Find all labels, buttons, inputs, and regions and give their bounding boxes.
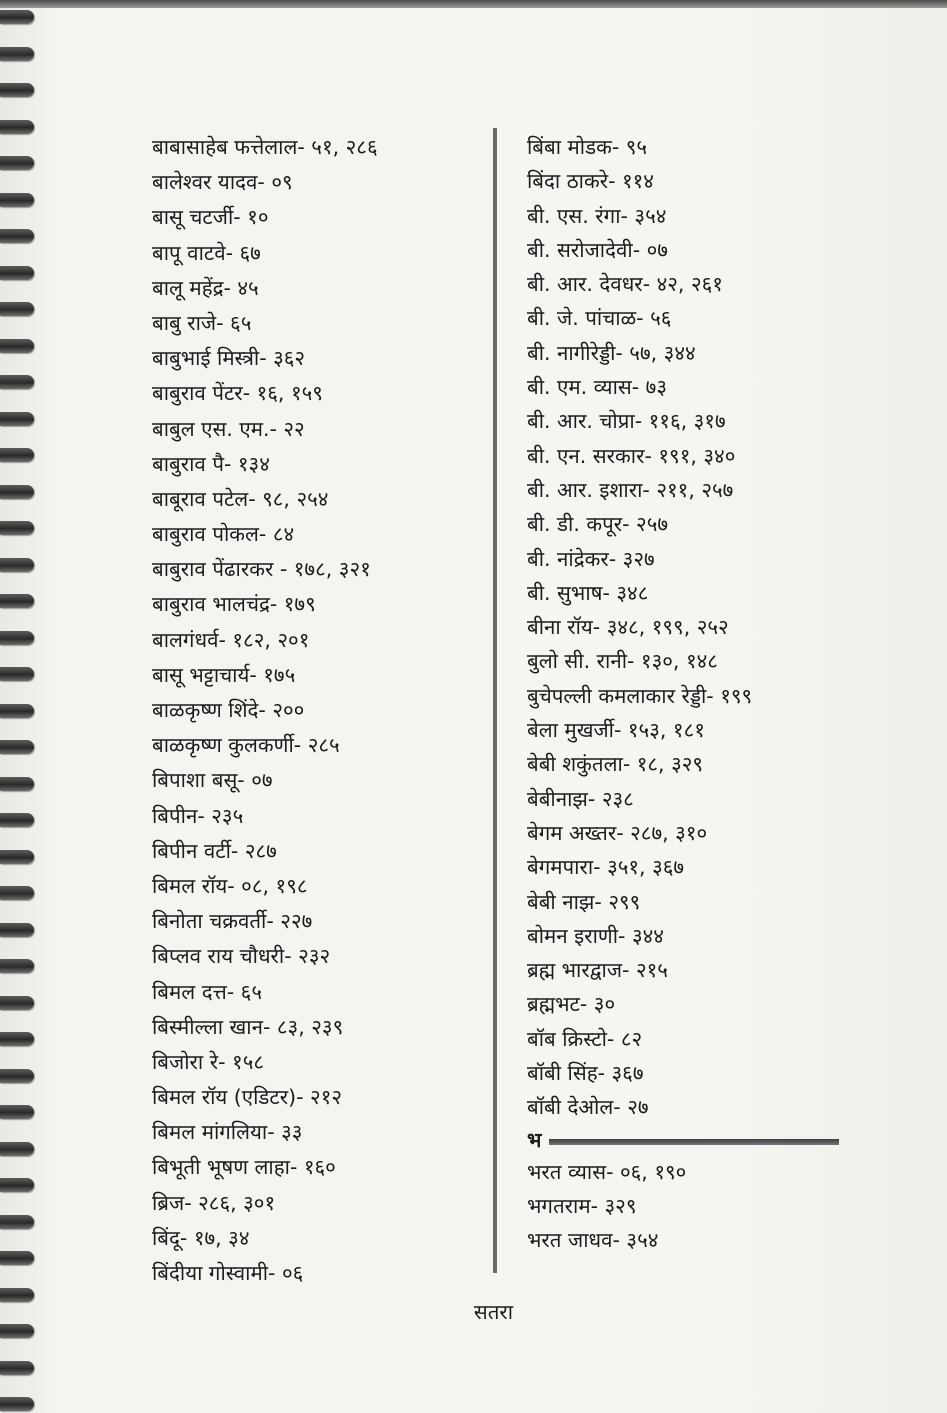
index-column-right — [527, 130, 867, 1258]
index-entry: बिंदू- १७, ३४ — [152, 1225, 250, 1250]
binding-ring — [0, 1105, 34, 1119]
index-entry: बेला मुखर्जी- १५३, १८१ — [527, 718, 705, 743]
index-entry: बुचेपल्ली कमलाकार रेड्डी- १९९ — [527, 683, 753, 708]
index-entry: बॉबी देओल- २७ — [527, 1095, 649, 1120]
index-entry: बिप्लव राय चौधरी- २३२ — [152, 944, 331, 969]
index-entry: बाळकृष्ण शिंदे- २०० — [152, 698, 305, 722]
index-entry: बाबूराव पटेल- ९८, २५४ — [152, 486, 329, 511]
section-header — [527, 1125, 867, 1155]
binding-ring — [0, 485, 34, 499]
binding-ring — [0, 47, 34, 61]
binding-ring — [0, 375, 34, 389]
index-entry: भगतराम- ३२९ — [527, 1193, 637, 1218]
index-entry: ब्रह्मभट- ३० — [527, 992, 616, 1017]
index-entry: बिमल रॉय- ०८, १९८ — [152, 873, 308, 898]
spiral-binding — [0, 0, 40, 1413]
index-entry: भरत जाधव- ३५४ — [527, 1228, 659, 1253]
index-entry: बाबुराव पेंटर- १६, १५९ — [152, 381, 323, 406]
index-entry: बी. आर. देवधर- ४२, २६१ — [527, 272, 723, 297]
binding-ring — [0, 959, 34, 973]
index-entry: बोमन इराणी- ३४४ — [527, 923, 664, 948]
binding-ring — [0, 777, 34, 791]
index-entry: बिंदा ठाकरे- ११४ — [527, 169, 654, 194]
section-rule — [549, 1139, 839, 1145]
binding-ring — [0, 1361, 34, 1375]
index-entry: बेगम अख्तर- २८७, ३१० — [527, 820, 708, 845]
binding-ring — [0, 704, 34, 718]
binding-ring — [0, 631, 34, 645]
index-entry: बिंदीया गोस्वामी- ०६ — [152, 1261, 304, 1285]
index-entry: बेबीनाझ- २३८ — [527, 786, 634, 811]
index-entry: बिपीन- २३५ — [152, 803, 244, 828]
index-entry: बी. आर. चोप्रा- ११६, ३१७ — [527, 409, 726, 434]
binding-ring — [0, 302, 34, 316]
index-entry: बी. जे. पांचाळ- ५६ — [527, 306, 672, 331]
index-entry: बालेश्वर यादव- ०९ — [152, 170, 293, 195]
binding-ring — [0, 1251, 34, 1265]
index-entry: बिमल दत्त- ६५ — [152, 979, 262, 1004]
index-entry: बी. नांद्रेकर- ३२७ — [527, 546, 655, 571]
index-entry: ब्रिज- २८६, ३०१ — [152, 1190, 276, 1215]
binding-ring — [0, 1142, 34, 1156]
top-edge-shadow — [0, 0, 947, 8]
index-entry: बाबुराव पै- १३४ — [152, 451, 270, 476]
binding-ring — [0, 740, 34, 754]
binding-ring — [0, 1324, 34, 1338]
index-entry: बीना रॉय- ३४८, १९९, २५२ — [527, 615, 729, 640]
binding-ring — [0, 83, 34, 97]
index-entry: बाळकृष्ण कुलकर्णी- २८५ — [152, 733, 340, 758]
index-entry: बापू वाटवे- ६७ — [152, 240, 261, 265]
binding-ring — [0, 594, 34, 608]
index-entry: बी. आर. इशारा- २११, २५७ — [527, 477, 734, 502]
index-entry: बासू चटर्जी- १० — [152, 205, 269, 230]
index-entry: बेबी शकुंतला- १८, ३२९ — [527, 752, 704, 777]
binding-ring — [0, 193, 34, 207]
index-entry: बी. डी. कपूर- २५७ — [527, 512, 669, 537]
index-entry: बाबुराव भालचंद्र- १७९ — [152, 592, 316, 617]
index-entry: बाबुराव पेंढारकर - १७८, ३२१ — [152, 557, 371, 582]
binding-ring — [0, 266, 34, 280]
binding-ring — [0, 1178, 34, 1192]
index-entry: बिंबा मोडक- ९५ — [527, 135, 648, 159]
binding-ring — [0, 558, 34, 572]
binding-ring — [0, 156, 34, 170]
index-entry: बिनोता चक्रवर्ती- २२७ — [152, 909, 313, 934]
column-divider — [493, 128, 497, 1273]
index-entry: बी. सरोजादेवी- ०७ — [527, 237, 668, 262]
index-entry: बाबुभाई मिस्त्री- ३६२ — [152, 346, 306, 371]
index-entry: बिमल मांगलिया- ३३ — [152, 1120, 303, 1145]
index-entry: बासू भट्टाचार्य- १७५ — [152, 662, 296, 687]
index-entry: बाबुराव पोकल- ८४ — [152, 522, 295, 547]
binding-ring — [0, 1215, 34, 1229]
binding-ring — [0, 120, 34, 134]
binding-ring — [0, 667, 34, 681]
index-entry: बालू महेंद्र- ४५ — [152, 275, 259, 300]
binding-ring — [0, 850, 34, 864]
index-entry: बेबी नाझ- २९९ — [527, 889, 641, 914]
index-entry: बाबासाहेब फत्तेलाल- ५१, २८६ — [152, 135, 378, 159]
index-entry: बी. एस. रंगा- ३५४ — [527, 203, 667, 228]
index-entry: बी. एम. व्यास- ७३ — [527, 375, 667, 400]
binding-ring — [0, 521, 34, 535]
binding-ring — [0, 1069, 34, 1083]
index-entry: भरत व्यास- ०६, १९० — [527, 1159, 687, 1184]
binding-ring — [0, 923, 34, 937]
index-entry: बाबुल एस. एम.- २२ — [152, 416, 305, 441]
binding-ring — [0, 996, 34, 1010]
index-entry: बी. सुभाष- ३४८ — [527, 580, 649, 605]
binding-ring — [0, 886, 34, 900]
binding-ring — [0, 339, 34, 353]
page-number: सतरा — [473, 1300, 514, 1324]
index-entry: बेगमपारा- ३५१, ३६७ — [527, 855, 685, 880]
index-entry: बुलो सी. रानी- १३०, १४८ — [527, 649, 718, 674]
index-entry: बिभूती भूषण लाहा- १६० — [152, 1155, 336, 1180]
binding-ring — [0, 1397, 34, 1411]
binding-ring — [0, 229, 34, 243]
index-entry: बिस्मील्ला खान- ८३, २३९ — [152, 1014, 344, 1039]
index-entry: बिपीन वर्टी- २८७ — [152, 838, 277, 863]
index-entry: बिमल रॉय (एडिटर)- २१२ — [152, 1085, 343, 1110]
binding-ring — [0, 448, 34, 462]
section-letter: भ — [527, 1127, 542, 1152]
index-entry: बिपाशा बसू- ०७ — [152, 768, 273, 793]
index-entry: बी. नागीरेड्डी- ५७, ३४४ — [527, 340, 696, 365]
index-entry: बिजोरा रे- १५८ — [152, 1049, 265, 1074]
index-entry: बी. एन. सरकार- १९१, ३४० — [527, 443, 736, 468]
index-entry: बाबु राजे- ६५ — [152, 310, 252, 335]
binding-ring — [0, 10, 34, 24]
index-entry: बॉबी सिंह- ३६७ — [527, 1061, 644, 1086]
binding-ring — [0, 1032, 34, 1046]
index-entry: ब्रह्म भारद्वाज- २१५ — [527, 958, 668, 983]
index-entry: बॉब क्रिस्टो- ८२ — [527, 1026, 643, 1051]
binding-ring — [0, 412, 34, 426]
binding-ring — [0, 813, 34, 827]
index-entry: बालगंधर्व- १८२, २०१ — [152, 627, 310, 652]
index-column-left — [152, 130, 492, 1291]
